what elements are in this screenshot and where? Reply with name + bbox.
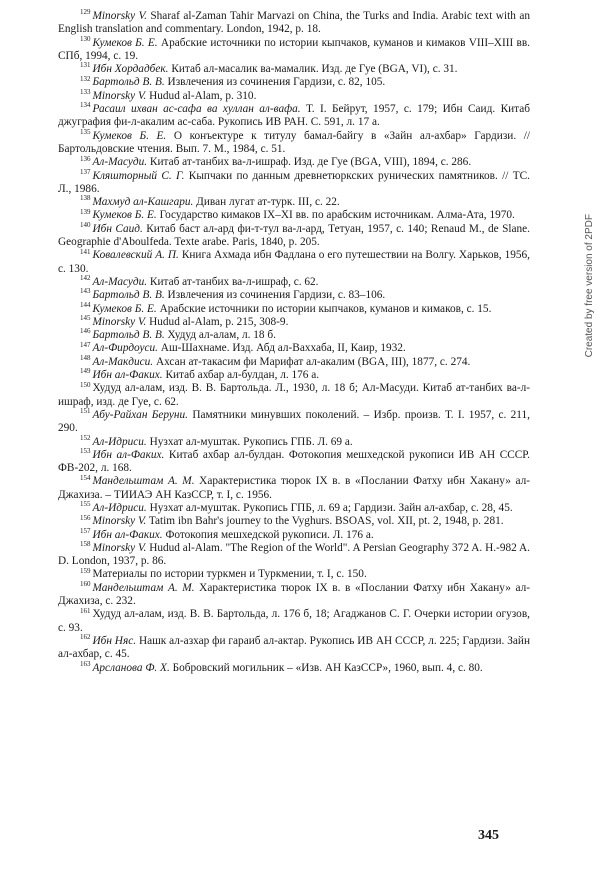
footnote-text: Кыпчаки по данным древнетюркских рунических памятников. // ТС. Л., 1986. [58,169,530,195]
footnote-text: Государство кимаков IX–XI вв. по арабским источникам. Алма-Ата, 1970. [159,209,515,222]
footnote-number: 134 [80,101,91,110]
footnote-text: Китаб ахбар ал-булдан, л. 176 а. [165,369,320,382]
footnote-number: 151 [80,407,91,416]
footnote-number: 157 [80,526,91,535]
footnote-text: Китаб ахбар ал-булдан. Фотокопия мешхедской рукописи ИВ АН СССР. ФВ-202, л. 168. [58,448,530,475]
footnote-author: Ибн ал-Факих. [92,528,163,541]
footnote [58,542,530,569]
footnote [58,209,530,222]
footnote-text: Аш-Шахнаме. Изд. Абд ал-Ваххаба, II, Каир, 1932. [160,342,406,355]
footnote [58,220,530,250]
footnote-number: 136 [80,154,91,163]
footnote-number: 155 [80,500,91,509]
footnote-author: Мандельштам А. М. [92,581,195,594]
footnote [58,409,530,436]
footnote-author: Бартольд В. В. [92,289,165,302]
footnote-text: Hudud al-Alam, p. 310. [149,89,257,102]
footnote-number: 159 [80,566,91,575]
footnote-number: 141 [80,247,91,256]
footnote-number: 154 [80,473,91,482]
footnote-text: Нузхат ал-муштак. Рукопись ГПБ, л. 69 а; Гардизи. Зайн ал-ахбар, с. 28, 45. [149,501,513,514]
footnote-text: Арабские источники по истории кыпчаков, куманов и кимаков, с. 15. [159,302,492,315]
footnote-author: Махмуд ал-Кашгари. [92,196,194,209]
footnote-number: 156 [80,513,91,522]
footnote [58,316,530,329]
footnotes-list [58,10,530,675]
footnote-author: Расаил ихван ас-сафа ва хуллан ал-вафа. [92,103,301,116]
footnote [58,249,530,276]
footnote-text: Т. I. Бейрут, 1957, с. 179; Ибн Саид. Китаб джуграфия фи-л-акалим ас-саба. Рукопись ИВ РАН. С. 591, л. 17 а. [58,103,530,129]
footnote [58,449,530,476]
footnote-author: Minorsky V. [92,315,147,328]
footnote-author: Ибн Саид. [92,222,143,235]
footnote-number: 132 [80,74,91,83]
footnote-text: Фотокопия мешхедской рукописи. Л. 176 а. [165,528,374,541]
footnote-author: Ал-Фирдоуси. [92,342,158,355]
footnote-text: Худуд ал-алам, изд. В. В. Бартольда. Л., 1930, л. 18 б; Ал-Масуди. Китаб ат-танбих ва-л-ишраф, изд. де Гуе, с. 62. [58,382,530,408]
footnote-author: Кляшторный С. Г. [92,169,185,182]
footnote [58,433,530,449]
footnote-author: Ал-Масуди. [92,275,148,288]
footnote [58,568,530,581]
footnote [58,103,530,130]
footnote-author: Абу-Райхан Беруни. [92,408,188,421]
footnote-text: Китаб ал-масалик ва-мамалик. Изд. де Гуе (BGA, VI), с. 31. [171,63,458,76]
footnote-author: Minorsky V. [92,541,147,554]
footnote-author: Minorsky V. [92,10,147,22]
footnote-text: Худуд ал-алам, изд. В. В. Бартольда, л. 176 б, 18; Агаджанов С. Г. Очерки истории огузов, с. 93. [58,608,530,634]
page-number: 345 [478,828,499,843]
footnote-number: 144 [80,300,91,309]
footnote-number: 152 [80,433,91,442]
footnote-author: Minorsky V. [92,89,147,102]
footnote-number: 137 [80,167,91,176]
footnote-number: 147 [80,340,91,349]
footnote-author: Ибн Хордадбек. [92,63,169,76]
footnote-text: Нашк ал-азхар фи гараиб ал-актар. Рукопись ИВ АН СССР, л. 225; Гардизи. Зайн ал-ахбар, с. 45. [58,634,530,661]
footnote-text: Извлечения из сочинения Гардизи, с. 83–106. [167,289,386,302]
footnote-author: Бартольд В. В. [92,329,165,342]
footnote [58,369,530,382]
footnote-number: 158 [80,540,91,549]
footnote [58,329,530,342]
footnote [58,475,530,502]
footnote [58,76,530,89]
footnote [58,34,530,64]
footnote-author: Бартольд В. В. [92,76,165,89]
footnote-author: Ибн ал-Факих. [92,448,165,461]
footnote-text: Sharaf al-Zaman Tahir Marvazi on China, the Turks and India. Arabic text with an English translation and commentary. London, 1942, p. 18. [58,10,531,36]
footnote [58,127,531,157]
footnote-author: Ковалевский А. П. [92,249,179,262]
footnote-author: Minorsky V. [92,515,147,528]
footnote-author: Кумеков Б. Е. [92,209,157,222]
footnote [58,515,530,528]
footnote-text: Китаб ат-танбих ва-л-ишраф, с. 62. [149,275,319,288]
footnote-text: Бобровский могильник – «Изв. АН КазССР», 1960, вып. 4, с. 80. [172,661,483,674]
footnote-number: 139 [80,207,91,216]
footnote [58,582,530,609]
footnote-number: 138 [80,194,91,203]
footnote-author: Ал-Идриси. [92,435,147,448]
footnote-number: 153 [80,447,91,456]
footnote [58,276,530,289]
footnote-number: 145 [80,314,91,323]
footnote-number: 140 [80,220,91,229]
footnote-number: 146 [80,327,91,336]
footnote-author: Ал-Масуди. [92,156,148,169]
footnote-author: Ибн ал-Факих. [92,369,163,382]
footnote-text: О конъектуре к титулу бамал-байгу в «Зайн ал-ахбар» Гардизи. // Бартольдовские чтения. Вып. 7. М., 1984, с. 51. [58,129,531,155]
footnote-number: 131 [80,61,91,70]
footnote-author: Кумеков Б. Е. [92,36,158,49]
footnote [58,502,530,515]
footnote-text: Китаб баст ал-ард фи-т-тул ва-л-ард, Тетуан, 1957, с. 140; Renaud M., de Slane. Geographie d'Aboulfeda. Texte arabe. Paris, 1840, p. 205. [58,222,530,249]
footnote-author: Ибн Няс. [92,634,137,647]
footnote-text: Tatim ibn Bahr's journey to the Vyghurs. BSOAS, vol. XII, pt. 2, 1948, p. 281. [148,515,504,528]
footnote-number: 161 [80,606,91,615]
footnote-number: 143 [80,287,91,296]
footnote [58,167,530,197]
footnote [58,10,530,37]
footnote-author: Ал-Идриси. [92,501,147,514]
footnote-text: Характеристика тюрок IX в. в «Послании Фатху ибн Хакану» ал-Джахиза. – ТИИАЭ АН КазССР, т. I, с. 1956. [58,475,530,501]
footnote [58,196,530,209]
footnote-number: 150 [80,380,91,389]
footnote [58,526,530,542]
footnote [58,382,530,409]
footnote-number: 148 [80,353,91,362]
footnote-number: 135 [80,127,91,136]
footnote-number: 160 [80,580,91,588]
footnote-text: Памятники минувших поколений. – Избр. произв. Т. I. 1957, с. 211, 290. [58,408,531,435]
footnote-number: 133 [80,88,91,97]
footnote-author: Арсланова Ф. Х. [92,661,170,674]
footnote [58,635,530,662]
footnote-number: 163 [80,659,91,668]
footnote-text: Извлечения из сочинения Гардизи, с. 82, 105. [167,76,386,89]
footnote-text: Диван лугат ат-турк. III, с. 22. [196,196,340,209]
footnote-text: Характеристика тюрок IX в. в «Послании Фатху ибн Хакану» ал-Джахиза, с. 232. [58,581,530,608]
footnote-text: Материалы по истории туркмен и Туркмении, т. I, с. 150. [92,568,367,581]
footnote [58,608,530,635]
footnote-author: Ал-Макдиси. [92,355,154,368]
footnote [58,90,530,103]
footnote [58,63,530,76]
footnote-text: Худуд ал-алам, л. 18 б. [167,329,276,342]
footnote-author: Кумеков Б. Е. [92,302,157,315]
watermark-text: Created by free version of 2PDF [584,214,595,358]
footnote-number: 149 [80,367,91,376]
footnote [58,289,530,302]
footnote-text: Книга Ахмада ибн Фадлана о его путешествии на Волгу. Харьков, 1956, с. 130. [58,249,530,275]
footnote-text: Арабские источники по истории кыпчаков, куманов и кимаков VIII–XIII вв. СПб, 1994, с. 19. [58,36,530,62]
footnote-text: Нузхат ал-муштак. Рукопись ГПБ. Л. 69 а. [149,435,353,448]
footnote-number: 130 [80,34,91,43]
footnote-text: Китаб ат-танбих ва-л-ишраф. Изд. де Гуе (BGA, VIII), 1894, с. 286. [149,156,472,169]
footnote-text: Ахсан ат-такасим фи Марифат ал-акалим (BGA, III), 1877, с. 274. [155,355,471,368]
footnote [58,156,530,169]
footnote-author: Мандельштам А. М. [92,475,195,488]
footnote-number: 142 [80,274,91,283]
footnote-number: 162 [80,633,91,642]
footnote-author: Кумеков Б. Е. [92,129,167,142]
footnote-text: Hudud al-Alam. "The Region of the World". A Persian Geography 372 A. H.-982 A. D. London, 1937, p. 86. [58,541,530,568]
footnote [58,300,530,316]
footnote [58,659,530,675]
footnote [58,353,530,369]
footnote-text: Hudud al-Alam, p. 215, 308-9. [149,315,289,328]
footnote-number: 129 [80,8,91,17]
footnote [58,342,530,355]
